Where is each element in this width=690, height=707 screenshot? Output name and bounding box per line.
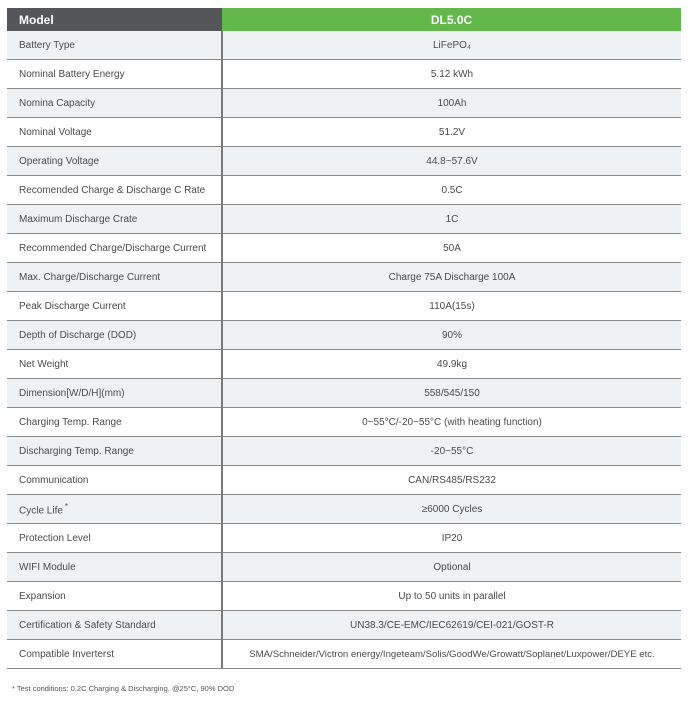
row-value: 0~55°C/-20~55°C (with heating function) [222, 408, 681, 437]
table-row [7, 118, 681, 147]
row-label: Max. Charge/Discharge Current [7, 263, 222, 292]
row-value: LiFePO₄ [222, 31, 681, 60]
table-row [7, 234, 681, 263]
header-row [7, 8, 681, 31]
row-value: 44.8~57.6V [222, 147, 681, 176]
header-model: DL5.0C [222, 8, 681, 31]
table-row [7, 147, 681, 176]
row-label: Charging Temp. Range [7, 408, 222, 437]
row-value: -20~55°C [222, 437, 681, 466]
footnote-marker: * [64, 501, 69, 511]
row-label: Peak Discharge Current [7, 292, 222, 321]
table-row [7, 553, 681, 582]
table-row [7, 350, 681, 379]
row-label: WIFI Module [7, 553, 222, 582]
row-value: 110A(15s) [222, 292, 681, 321]
table-row [7, 437, 681, 466]
row-value: ≥6000 Cycles [222, 495, 681, 524]
row-value: 50A [222, 234, 681, 263]
table-row [7, 611, 681, 640]
table-row [7, 31, 681, 60]
row-label-cell [7, 495, 222, 524]
row-label: Battery Type [7, 31, 222, 60]
row-label: Nominal Voltage [7, 118, 222, 147]
row-label: Net Weight [7, 350, 222, 379]
row-value: IP20 [222, 524, 681, 553]
row-label: Communication [7, 466, 222, 495]
table-row [7, 466, 681, 495]
row-value: 100Ah [222, 89, 681, 118]
row-value: Optional [222, 553, 681, 582]
row-value: 51.2V [222, 118, 681, 147]
row-value: 90% [222, 321, 681, 350]
row-label: Compatible Inverterst [7, 640, 222, 669]
row-label: Cycle Life [19, 505, 63, 517]
table-row [7, 263, 681, 292]
row-value: Up to 50 units in parallel [222, 582, 681, 611]
table-row [7, 379, 681, 408]
row-label: Recommended Charge/Discharge Current [7, 234, 222, 263]
table-row [7, 640, 681, 669]
table-row [7, 176, 681, 205]
row-label: Protection Level [7, 524, 222, 553]
row-label: Certification & Safety Standard [7, 611, 222, 640]
table-row [7, 524, 681, 553]
row-value: CAN/RS485/RS232 [222, 466, 681, 495]
row-value: UN38.3/CE-EMC/IEC62619/CEI-021/GOST-R [222, 611, 681, 640]
row-label: Nominal Battery Energy [7, 60, 222, 89]
row-value: 0.5C [222, 176, 681, 205]
footnote: * Test conditions: 0.2C Charging & Discharging. @25°C, 90% DOD [12, 684, 235, 693]
row-label: Recomended Charge & Discharge C Rate [7, 176, 222, 205]
table-row [7, 60, 681, 89]
row-label: Depth of Discharge (DOD) [7, 321, 222, 350]
table-row [7, 582, 681, 611]
table-row [7, 495, 681, 524]
row-value: 1C [222, 205, 681, 234]
table-row [7, 205, 681, 234]
table-row [7, 89, 681, 118]
row-value: 558/545/150 [222, 379, 681, 408]
row-value: 5.12 kWh [222, 60, 681, 89]
row-label: Expansion [7, 582, 222, 611]
header-label: Model [7, 8, 222, 31]
row-value: SMA/Schneider/Victron energy/Ingeteam/Solis/GoodWe/Growatt/Soplanet/Luxpower/DEYE etc. [222, 640, 681, 669]
spec-table [7, 8, 681, 669]
table-row [7, 408, 681, 437]
table-row [7, 292, 681, 321]
row-label: Discharging Temp. Range [7, 437, 222, 466]
row-label: Maximum Discharge Crate [7, 205, 222, 234]
row-label: Dimension[W/D/H](mm) [7, 379, 222, 408]
table-row [7, 321, 681, 350]
row-label: Nomina Capacity [7, 89, 222, 118]
row-value: Charge 75A Discharge 100A [222, 263, 681, 292]
row-label: Operating Voltage [7, 147, 222, 176]
row-value: 49.9kg [222, 350, 681, 379]
